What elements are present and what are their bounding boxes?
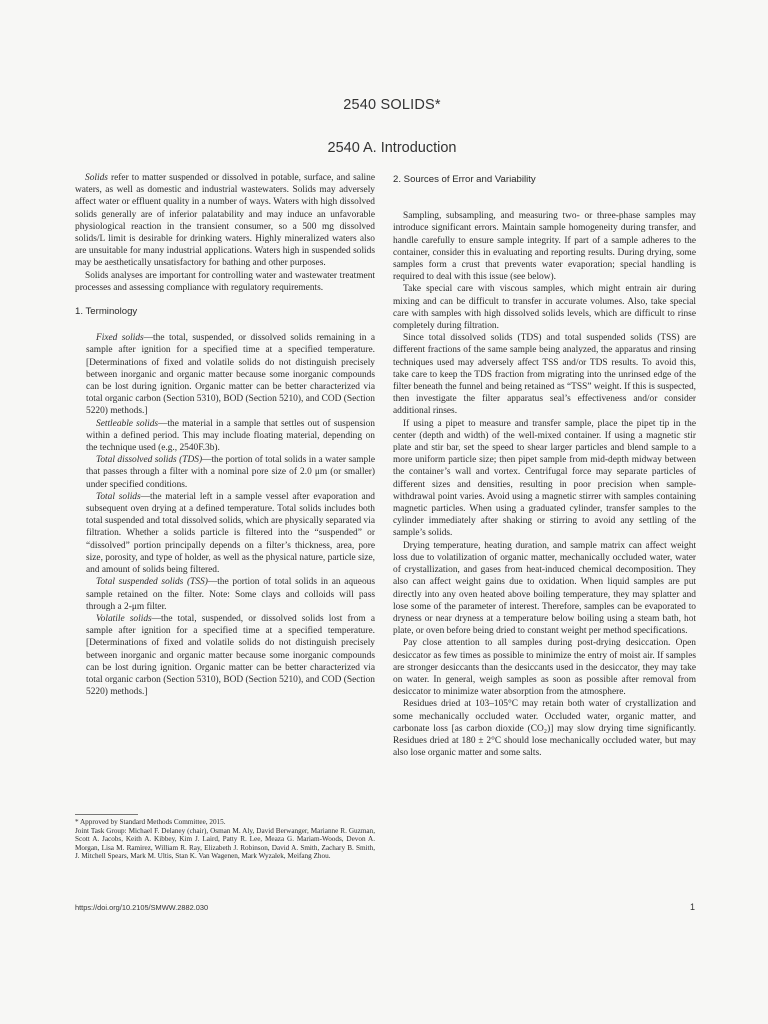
definition-tds [75,454,375,491]
definition-term: Total solids [96,491,141,502]
error-paragraph-1: Sampling, subsampling, and measuring two- or three-phase samples may introduce significant errors. Maintain sample homogeneity during transfer, and handle carefully to ensure sample integrity. If part of a sample adheres to the container, consider this in evaluating and reporting results. During drying, some samples form a crust that prevents water evaporation; special handling is required to deal with this issue (see below). [393,211,696,283]
error-paragraph-4: If using a pipet to measure and transfer sample, place the pipet tip in the center (depth and width) of the well-mixed container. If using a magnetic stir plate and stir bar, set the speed to shear larger particles and blend sample to a more uniform particle size; then pipet sample from mid-depth midway between the container’s wall and vortex. Centrifugal force may separate particles of different sizes and densities, resulting in poor precision when sample-withdrawal point varies. Avoid using a magnetic stirrer with samples containing magnetic particles. When using a graduated cylinder, transfer samples to the cylinder immediately after shaking or stirring to avoid any settling of the sample’s solids. [393,418,696,539]
section-title: 2540 A. Introduction [327,140,457,156]
definition-text: —the material left in a sample vessel after evaporation and subsequent oven drying at a defined temperature. Total solids includes both total suspended and total dissolved solids, which are physically separated via filtration. Whether a solids particle is filtered into the “suspended” or “dissolved” portion principally depends on a filter’s thickness, area, pore size, porosity, and type of holder, as well as the physical nature, particle size, and amount of solids being filtered. [86,491,375,576]
footnote-rule [75,814,138,815]
intro-paragraph-1 [75,172,375,270]
definition-tss [75,576,375,613]
definition-volatile-solids [75,613,375,698]
footnote [75,818,375,861]
intro-paragraph-2: Solids analyses are important for controlling water and wastewater treatment processes and assessing compliance with regulatory requirements. [75,270,375,293]
definition-text: —the portion of total solids in a water sample that passes through a filter with a nominal pore size of 2.0 μm (or smaller) under specified conditions. [86,455,376,490]
definition-term: Total dissolved solids (TDS) [96,455,203,466]
error-paragraph-3: Since total dissolved solids (TDS) and total suspended solids (TSS) are different fractions of the same sample being analyzed, the apparatus and rinsing techniques used may adversely affect TSS and/or TDS results. To avoid this, take care to keep the TDS fraction from migrating into the unrinsed edge of the filter beneath the funnel and being retained as “TSS” weight. If this is suspected, then investigate the filter apparatus seal’s effectiveness and/or consider additional rinses. [393,333,696,417]
error-paragraph-5: Drying temperature, heating duration, and sample matrix can affect weight loss due to volatilization of organic matter, mechanically occluded water, water of crystallization, and gases from heat-induced chemical decomposition. They also can affect weight gains due to oxidation. When liquid samples are put directly into any oven heated above boiling temperature, they may splatter and lose some of the parameter of interest. Therefore, samples can be evaporated to dryness or near dryness at a temperature below boiling using a steam bath, hot plate, or oven before being dried to constant weight per method specifications. [393,540,696,637]
page-number: 1 [690,902,696,912]
definition-text: —the total, suspended, or dissolved solids remaining in a sample after ignition for a specified time at a specified temperature. [Determinations of fixed and volatile solids do not distinguish precisely between inorganic and organic matter because some inorganic compounds can be lost during ignition. Organic matter can be better characterized via total organic carbon (Section 5310), BOD (Section 5210), and COD (Section 5220) methods.] [86,333,375,417]
definition-fixed-solids [75,332,375,417]
sources-of-error-heading: 2. Sources of Error and Variability [393,174,536,185]
definition-term: Fixed solids [96,333,144,344]
definition-term: Total suspended solids (TSS) [96,577,208,588]
intro-lead-term: Solids [85,173,108,183]
definition-text: —the material in a sample that settles out of suspension within a defined period. This may include floating material, depending on the technique used (e.g., 2540F.3b). [86,418,375,454]
definition-text: —the portion of total solids in an aqueous sample retained on the filter. Note: Some clays and colloids will pass through a 2-μm filter. [86,577,375,612]
error-paragraph-2: Take special care with viscous samples, which might entrain air during mixing and can be difficult to transfer in accurate volumes. Also, take special care with samples with high dissolved solids levels, which are difficult to rinse completely during filtration. [393,284,696,332]
footnote-approved: * Approved by Standard Methods Committee, 2015. [75,818,226,826]
doi-link[interactable]: https://doi.org/10.2105/SMWW.2882.030 [75,903,209,912]
error-paragraph-6: Pay close attention to all samples during post-drying desiccation. Open desiccator as few times as possible to minimize the entry of moist air. If samples are stronger desiccants than the desiccants used in the desiccator, they may take on water. In general, weigh samples as soon as possible after removal from desiccator to minimize water absorption from the atmosphere. [393,638,696,698]
footnote-task-group: Joint Task Group: Michael F. Delaney (chair), Osman M. Aly, David Berwanger, Marianne R. Guzman, Scott A. Jacobs, Keith A. Kibbey, Kim J. Laird, Patty R. Lee, Meaza G. Mariam-Woods, Devon A. Morgan, Lisa M. Ramirez, William R. Ray, Elizabeth J. Robinson, David A. Smith, Zachary B. Smith, J. Mitchell Spears, Mark M. Ultis, Stan K. Van Wagenen, Mark Wyzalek, Meifang Zhou. [75,826,375,861]
left-column [75,172,375,698]
definition-total-solids [75,491,375,576]
page-title: 2540 SOLIDS* [343,97,441,113]
definition-text: —the total, suspended, or dissolved solids lost from a sample after ignition for a specified time at a specified temperature. [Determinations of fixed and volatile solids do not distinguish precisely between inorganic and organic matter because some inorganic compounds can be lost during ignition. Organic matter can be better characterized via total organic carbon (Section 5310), BOD (Section 5210), and COD (Section 5220) methods.] [86,613,375,698]
definition-settleable-solids [75,418,375,455]
intro-paragraph-1-text: refer to matter suspended or dissolved in potable, surface, and saline waters, as well as domestic and industrial wastewaters. Solids may adversely affect water or effluent quality in a number of ways. Waters with high dissolved solids generally are of inferior palatability and may induce an unfavorable physiological reaction in the transient consumer, so a 500 mg dissolved solids/L limit is desirable for drinking waters. Highly mineralized waters also are unsuitable for many industrial applications. Waters high in suspended solids may be aesthetically unsatisfactory for bathing and other purposes. [75,173,375,269]
error-paragraph-7: Residues dried at 103–105°C may retain both water of crystallization and some mechanically occluded water. Occluded water, organic matter, and carbonate loss [as carbon dioxide (CO₂)] may slow drying time significantly. Residues dried at 180 ± 2°C should lose mechanically occluded water, but may also lose organic matter and some salts. [393,699,696,759]
definition-term: Volatile solids [96,613,152,624]
terminology-heading: 1. Terminology [75,306,138,318]
right-column [393,174,696,759]
definition-term: Settleable solids [96,418,159,429]
